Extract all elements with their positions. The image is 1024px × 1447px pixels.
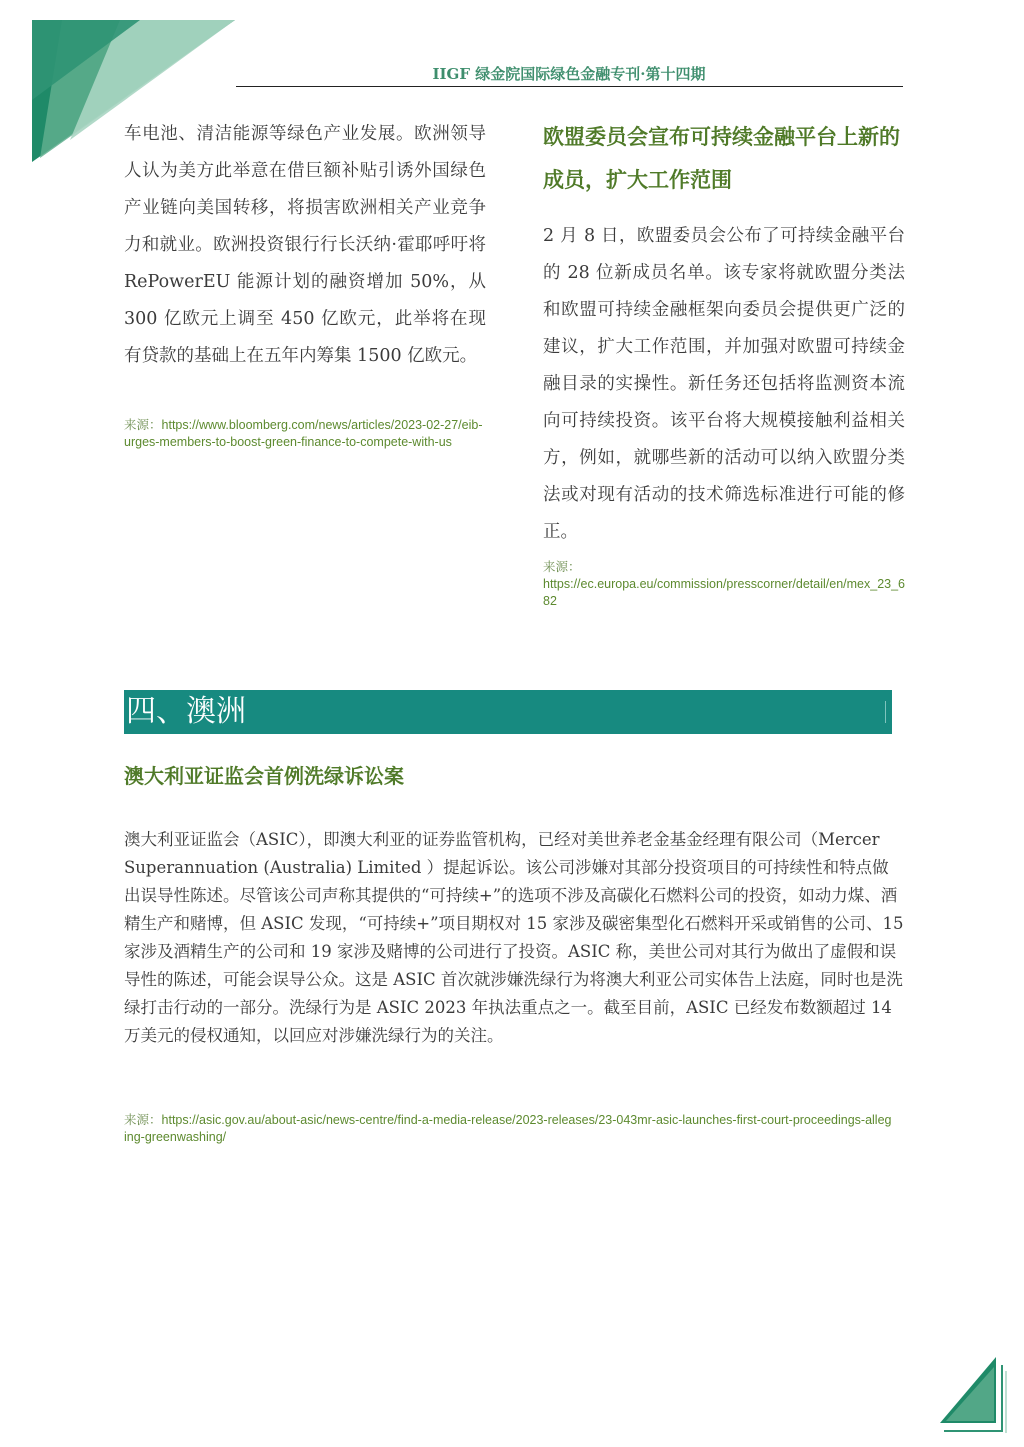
australia-paragraph: 澳大利亚证监会（ASIC），即澳大利亚的证券监管机构，已经对美世养老金基金经理有限公司（Mercer Superannuation (Australia) Limited ）提起诉讼。该公司涉嫌对其部分投资项目的可持续性和特点做出误导性陈述。尽管该公司声称其提供的“可持续+”的选项不涉及高碳化石燃料公司的投资，如动力煤、酒精生产和赌博，但 ASIC 发现，“可持续+”项目期权对 15 家涉及碳密集型化石燃料开采或销售的公司、15 家涉及酒精生产的公司和 19 家涉及赌博的公司进行了投资。ASIC 称，美世公司对其行为做出了虚假和误导性的陈述，可能会误导公众。这是 ASIC 首次就涉嫌洗绿行为将澳大利亚公司实体告上法庭，同时也是洗绿打击行动的一部分。洗绿行为是 ASIC 2023 年执法重点之一。截至目前，ASIC 已经发布数额超过 14 万美元的侵权通知，以回应对涉嫌洗绿行为的关注。	[124, 830, 904, 1045]
australia-source-label: 来源：	[124, 1113, 162, 1127]
right-source-label: 来源：	[543, 560, 581, 574]
banner-tick-mark	[885, 701, 886, 723]
header-title: IIGF 绿金院国际绿色金融专刊·第十四期	[432, 65, 706, 83]
right-source-link[interactable]: https://ec.europa.eu/commission/presscorner/detail/en/mex_23_682	[543, 577, 905, 608]
left-source-link[interactable]: https://www.bloomberg.com/news/articles/2023-02-27/eib-urges-members-to-boost-green-finance-to-compete-with-us	[124, 418, 483, 449]
left-paragraph: 车电池、清洁能源等绿色产业发展。欧洲领导人认为美方此举意在借巨额补贴引诱外国绿色产业链向美国转移，将损害欧洲相关产业竞争力和就业。欧洲投资银行行长沃纳·霍耶呼吁将 RePowerEU 能源计划的融资增加 50%，从 300 亿欧元上调至 450 亿欧元，此举将在现有贷款的基础上在五年内筹集 1500 亿欧元。	[124, 124, 486, 366]
eu-article-heading: 欧盟委员会宣布可持续金融平台上新的成员，扩大工作范围	[543, 125, 900, 192]
australia-article-heading: 澳大利亚证监会首例洗绿诉讼案	[124, 764, 404, 788]
right-source	[543, 559, 905, 610]
australia-source	[124, 1112, 894, 1146]
left-source-label: 来源：	[124, 418, 162, 432]
left-source	[124, 417, 486, 451]
right-paragraph: 2 月 8 日，欧盟委员会公布了可持续金融平台的 28 位新成员名单。该专家将就欧盟分类法和欧盟可持续金融框架向委员会提供更广泛的建议，扩大工作范围，并加强对欧盟可持续金融目录的实操性。新任务还包括将监测资本流向可持续投资。该平台将大规模接触利益相关方，例如，就哪些新的活动可以纳入欧盟分类法或对现有活动的技术筛选标准进行可能的修正。	[543, 226, 905, 542]
left-column	[124, 116, 486, 451]
right-column	[543, 116, 905, 610]
australia-source-link[interactable]: https://asic.gov.au/about-asic/news-centre/find-a-media-release/2023-releases/23-043mr-asic-launches-first-court-proceedings-alleging-greenwashing/	[124, 1113, 892, 1144]
section-title: 四、澳洲	[126, 694, 246, 729]
section-banner-australia	[124, 690, 892, 734]
header-divider	[236, 86, 903, 87]
corner-decoration-bottom-right	[938, 1355, 1010, 1435]
